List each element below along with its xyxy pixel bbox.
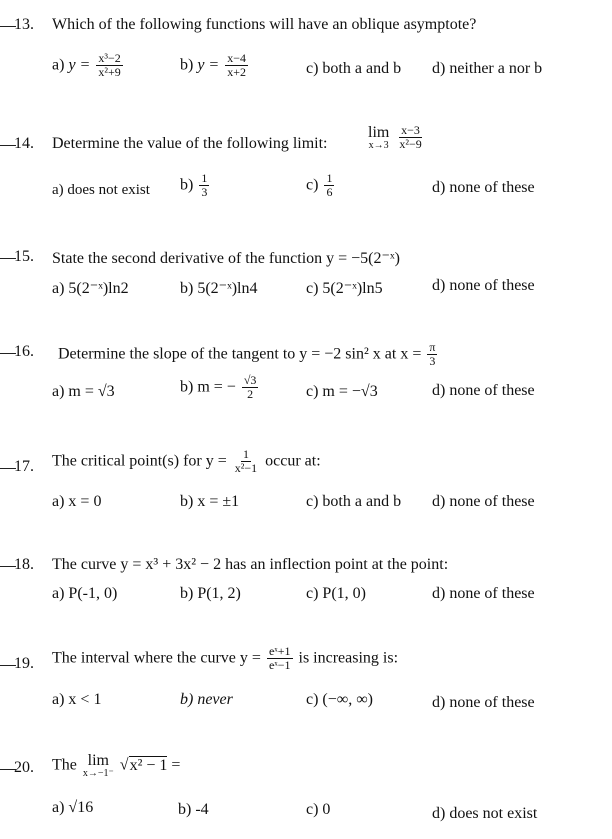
q13-a-lhs: y = xyxy=(68,56,91,74)
q16-prompt-text: Determine the slope of the tangent to y = −2 sin² x at x = xyxy=(58,345,422,363)
question-18-prompt: The curve y = x³ + 3x² − 2 has an inflection point at the point: xyxy=(52,556,449,573)
q19-prompt-text: The interval where the curve y = xyxy=(52,649,261,667)
q19-option-c[interactable]: c) (−∞, ∞) xyxy=(306,691,373,708)
q14-option-c[interactable] xyxy=(306,172,336,199)
question-17-prompt xyxy=(52,448,321,475)
q16-prompt-den: 3 xyxy=(429,354,436,369)
q17-option-b[interactable]: b) x = ±1 xyxy=(180,493,240,510)
q18-option-d[interactable]: d) none of these xyxy=(432,585,535,602)
q20-lim-sub: x→−1⁻ xyxy=(82,768,114,779)
q16-b-den: 2 xyxy=(247,387,254,402)
question-14-prompt: Determine the value of the following limit: xyxy=(52,135,328,152)
q17-option-c[interactable]: c) both a and b xyxy=(306,493,402,510)
q16-prompt-num: π xyxy=(429,340,436,354)
q20-prompt-text: The xyxy=(52,756,77,774)
q14-c-label: c) xyxy=(306,176,319,194)
q13-b-lhs: y = xyxy=(197,56,220,74)
q17-option-a[interactable]: a) x = 0 xyxy=(52,493,102,510)
q15-option-c[interactable]: c) 5(2⁻ˣ)ln5 xyxy=(306,280,383,297)
q16-option-d[interactable]: d) none of these xyxy=(432,382,535,399)
q20-radicand: x² − 1 xyxy=(129,756,168,774)
q14-option-d[interactable]: d) none of these xyxy=(432,179,535,196)
question-number-15: 15. xyxy=(14,248,34,265)
q13-b-num: x−4 xyxy=(227,51,247,65)
q19-option-d[interactable]: d) none of these xyxy=(432,694,535,711)
q13-option-b[interactable] xyxy=(180,52,250,79)
q13-option-d[interactable]: d) neither a nor b xyxy=(432,60,543,77)
question-number-20: 20. xyxy=(14,759,34,776)
question-19-prompt xyxy=(52,645,398,672)
q13-b-label: b) xyxy=(180,56,194,74)
q14-b-num: 1 xyxy=(201,171,208,185)
question-13-prompt: Which of the following functions will have an oblique asymptote? xyxy=(52,16,477,33)
q15-option-d[interactable]: d) none of these xyxy=(432,277,535,294)
q17-prompt-tail: occur at: xyxy=(265,452,321,470)
q19-option-a[interactable]: a) x < 1 xyxy=(52,691,102,708)
question-number-13: 13. xyxy=(14,16,34,33)
q19-prompt-tail: is increasing is: xyxy=(298,649,399,667)
q20-lim-word: lim xyxy=(87,752,109,769)
q15-option-a[interactable]: a) 5(2⁻ˣ)ln2 xyxy=(52,280,129,297)
q20-option-a[interactable]: a) √16 xyxy=(52,799,94,816)
q14-option-b[interactable] xyxy=(180,172,211,199)
question-number-17: 17. xyxy=(14,458,34,475)
q16-option-c[interactable]: c) m = −√3 xyxy=(306,383,378,400)
question-number-14: 14. xyxy=(14,135,34,152)
q18-option-a[interactable]: a) P(-1, 0) xyxy=(52,585,118,602)
q14-option-a[interactable]: a) does not exist xyxy=(52,182,150,198)
q16-b-label: b) m = − xyxy=(180,378,236,396)
q14-lim-word: lim xyxy=(368,123,390,141)
q13-a-label: a) xyxy=(52,56,65,74)
question-15-prompt: State the second derivative of the function y = −5(2⁻ˣ) xyxy=(52,250,400,267)
question-number-19: 19. xyxy=(14,655,34,672)
question-20-prompt: The lim x→−1⁻ √x² − 1 = xyxy=(52,752,181,779)
q17-prompt-den: x²−1 xyxy=(234,461,258,476)
q17-prompt-text: The critical point(s) for y = xyxy=(52,452,227,470)
q15-option-b[interactable]: b) 5(2⁻ˣ)ln4 xyxy=(180,280,258,297)
q14-lim-sub: x→3 xyxy=(368,139,389,151)
q20-option-c[interactable]: c) 0 xyxy=(306,801,331,818)
q16-option-b[interactable] xyxy=(180,374,260,401)
q19-prompt-den: eˣ−1 xyxy=(268,658,291,673)
q19-option-b[interactable]: b) never xyxy=(180,691,233,708)
q14-b-label: b) xyxy=(180,176,194,194)
q13-option-a[interactable] xyxy=(52,52,125,79)
q16-option-a[interactable]: a) m = √3 xyxy=(52,383,115,400)
q13-a-fraction xyxy=(96,52,122,79)
q13-b-fraction xyxy=(225,52,248,79)
q17-option-d[interactable]: d) none of these xyxy=(432,493,535,510)
q13-a-den: x²+9 xyxy=(98,65,121,80)
q13-option-c[interactable]: c) both a and b xyxy=(306,60,402,77)
question-number-18: 18. xyxy=(14,556,34,573)
q18-option-c[interactable]: c) P(1, 0) xyxy=(306,585,366,602)
q13-a-num: x³−2 xyxy=(98,51,121,65)
q14-lim-num: x−3 xyxy=(401,123,420,137)
q13-b-den: x+2 xyxy=(227,65,247,80)
question-16-prompt xyxy=(58,341,439,368)
q20-prompt-tail: = xyxy=(171,756,181,774)
q14-c-num: 1 xyxy=(326,171,333,185)
q20-option-b[interactable]: b) -4 xyxy=(178,801,209,818)
q14-c-den: 6 xyxy=(326,185,333,200)
q14-lim-den: x²−9 xyxy=(399,137,422,152)
q19-prompt-num: eˣ+1 xyxy=(268,644,291,658)
question-number-16: 16. xyxy=(14,343,34,360)
q16-b-num: √3 xyxy=(243,373,257,387)
q18-option-b[interactable]: b) P(1, 2) xyxy=(180,585,241,602)
q17-prompt-num: 1 xyxy=(242,447,249,461)
q14-limit-expression xyxy=(366,124,426,151)
q20-option-d[interactable]: d) does not exist xyxy=(432,805,538,822)
q14-b-den: 3 xyxy=(201,185,208,200)
